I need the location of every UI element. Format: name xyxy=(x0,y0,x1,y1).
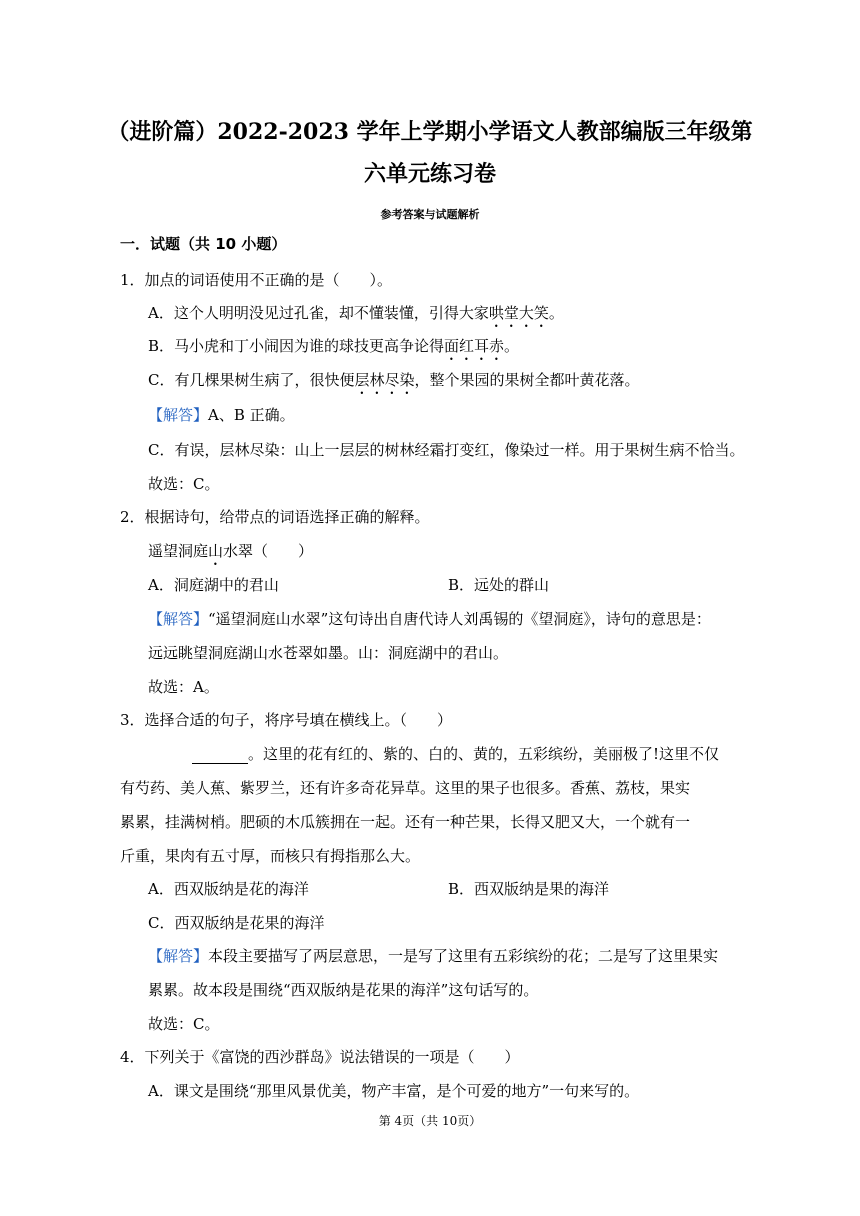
q3-answer-text: 本段主要描写了两层意思，一是写了这里有五彩缤纷的花；二是写了这里果实 xyxy=(208,947,719,965)
q3-option-b: B．西双版纳是果的海洋 xyxy=(448,880,610,898)
q3-passage-4: 斤重，果肉有五寸厚，而核只有拇指那么大。 xyxy=(120,847,421,865)
q3-choice: 故选：C。 xyxy=(148,1015,220,1033)
q2-poem-end: 水翠（ ） xyxy=(223,542,314,560)
page-title-line2: 六单元练习卷 xyxy=(363,161,496,187)
q3-stem: 3．选择合适的句子，将序号填在横线上。（ ） xyxy=(120,711,453,729)
q1-option-c xyxy=(148,370,640,398)
section-heading: 一．试题（共 10 小题） xyxy=(120,235,287,253)
q1-c-end: ，整个果园的果树全都叶黄花落。 xyxy=(414,371,640,389)
q1-option-a xyxy=(148,303,564,331)
q2-poem-dotted: 山 xyxy=(208,542,224,560)
q2-choice: 故选：A。 xyxy=(148,678,219,696)
q1-b-end: 。 xyxy=(504,337,520,355)
q3-answer-cont: 累累。故本段是围绕“西双版纳是花果的海洋”这句话写的。 xyxy=(148,981,539,999)
q2-answer-text: “遥望洞庭山水翠”这句诗出自唐代诗人刘禹锡的《望洞庭》，诗句的意思是： xyxy=(208,610,711,628)
q1-answer xyxy=(148,405,295,425)
answer-tag: 【解答】 xyxy=(148,406,209,424)
q2-poem-text: 遥望洞庭 xyxy=(148,542,209,560)
q2-option-b: B．远处的群山 xyxy=(448,576,550,594)
q1-option-b xyxy=(148,336,519,364)
q2-answer-cont: 远远眺望洞庭湖山水苍翠如墨。山：洞庭湖中的君山。 xyxy=(148,644,509,662)
answer-blank xyxy=(192,747,248,764)
q3-passage-2: 有芍药、美人蕉、紫罗兰，还有许多奇花异草。这里的果子也很多。香蕉、荔枝，果实 xyxy=(120,779,691,797)
q1-a-text: A．这个人明明没见过孔雀，却不懂装懂，引得大家 xyxy=(148,304,489,322)
q1-c-text: C．有几棵果树生病了，很快便 xyxy=(148,371,355,389)
q3-passage-3: 累累，挂满树梢。肥硕的木瓜簇拥在一起。还有一种芒果，长得又肥又大，一个就有一 xyxy=(120,813,691,831)
page-footer: 第 4页（共 10页） xyxy=(378,1114,482,1128)
q2-stem: 2．根据诗句，给带点的词语选择正确的解释。 xyxy=(120,508,430,526)
q1-answer-text: A、B 正确。 xyxy=(208,406,295,424)
q1-b-text: B．马小虎和丁小闹因为谁的球技更高争论得 xyxy=(148,337,445,355)
q2-poem xyxy=(148,541,313,569)
q3-option-a: A．西双版纳是花的海洋 xyxy=(148,880,309,898)
q3-answer xyxy=(148,946,718,966)
subtitle: 参考答案与试题解析 xyxy=(380,208,480,221)
answer-tag: 【解答】 xyxy=(148,610,209,628)
answer-tag: 【解答】 xyxy=(148,947,209,965)
q4-option-a: A．课文是围绕“那里风景优美，物产丰富，是个可爱的地方”一句来写的。 xyxy=(148,1082,640,1100)
q2-answer xyxy=(148,609,711,629)
q1-b-dotted: 面红耳赤 xyxy=(444,337,505,355)
q4-stem: 4．下列关于《富饶的西沙群岛》说法错误的一项是（ ） xyxy=(120,1048,520,1066)
q3-p1-text: 。这里的花有红的、紫的、白的、黄的，五彩缤纷，美丽极了!这里不仅 xyxy=(248,745,720,763)
q1-a-dotted: 哄堂大笑 xyxy=(488,304,549,322)
page-title: （进阶篇）2022-2023 学年上学期小学语文人教部编版三年级第 xyxy=(107,119,753,145)
q3-option-c: C．西双版纳是花果的海洋 xyxy=(148,914,325,932)
q1-stem: 1．加点的词语使用不正确的是（ ）。 xyxy=(120,271,393,289)
q1-explain: C．有误，层林尽染：山上一层层的树林经霜打变红，像染过一样。用于果树生病不恰当。 xyxy=(148,441,745,459)
q1-a-end: 。 xyxy=(548,304,564,322)
q1-choice: 故选：C。 xyxy=(148,475,220,493)
q3-passage-1 xyxy=(148,744,719,764)
q1-c-dotted: 层林尽染 xyxy=(354,371,415,389)
q2-option-a: A．洞庭湖中的君山 xyxy=(148,576,279,594)
